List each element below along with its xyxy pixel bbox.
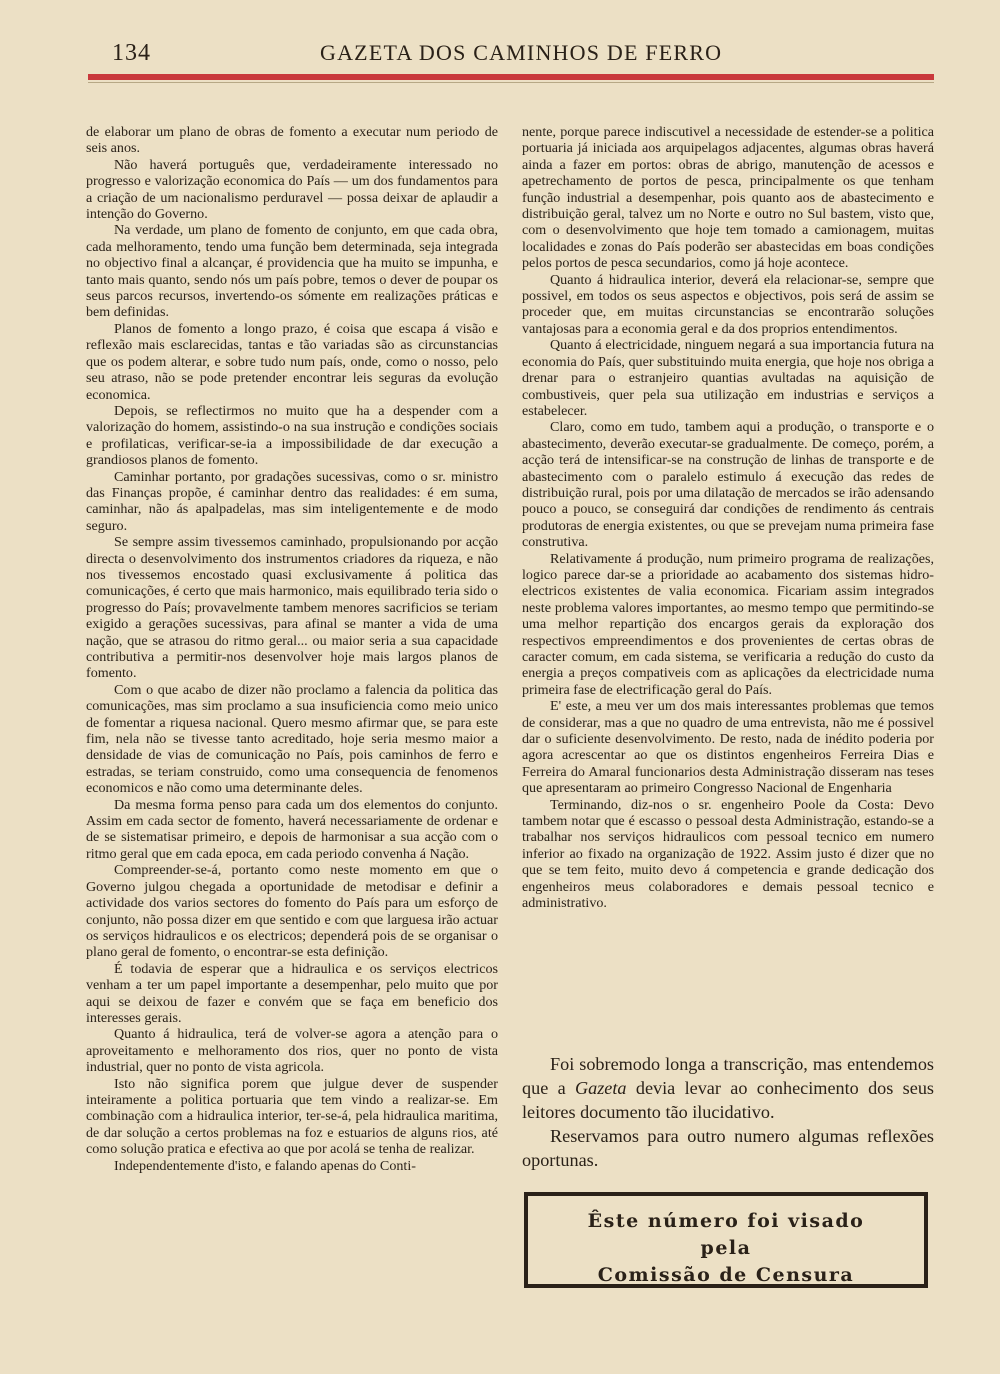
paragraph: Claro, como em tudo, tambem aqui a produção, o transporte e o abastecimento, deverão executar-se gradualmente. De começo, porém, a acção terá de intensificar-se na construção de linhas de transporte e de abastecimento com o paralelo estimulo á execução das redes de distribuição rural, pois por uma dilatação de mercados se irão adensando pouco a pouco, se conseguirá dar condições de rendimento ás centrais produtoras de energia existentes, ou que se prevejam numa primeira fase construtiva. [522, 419, 934, 551]
stamp-line: Êste número foi visado [587, 1210, 865, 1232]
censorship-stamp [524, 1192, 928, 1288]
paragraph: Quanto á hidraulica interior, deverá ela relacionar-se, sempre que possivel, em todos os seus aspectos e objectivos, pois será de assim se proceder que, em muitas circunstancias se encontrarão soluções vantajosas para a economia geral e da dos proprios entendimentos. [522, 271, 934, 337]
paragraph: de elaborar um plano de obras de fomento a executar num periodo de seis anos. [86, 124, 498, 157]
right-column [522, 124, 934, 912]
paragraph: É todavia de esperar que a hidraulica e os serviços electricos venham a ter um papel importante a desempenhar, pelo muito que por aqui se deixou de fazer e convém que se faça em beneficio dos interesses gerais. [86, 960, 498, 1026]
paragraph: Da mesma forma penso para cada um dos elementos do conjunto. Assim em cada sector de fomento, haverá necessariamente de ordenar e de se sistematisar primeiro, e depois de harmonisar a sua acção com o ritmo geral que em cada epoca, em cada periodo convenha á Nação. [86, 796, 498, 862]
paragraph: Se sempre assim tivessemos caminhado, propulsionando por acção directa o desenvolvimento dos instrumentos criadores da riqueza, e não nos tivessemos encostado quasi exclusivamente á politica das comunicações, é certo que mais harmonico, mais equilibrado teria sido o progresso do País; provavelmente tambem menores sacrificios se teriam exigido a gerações sucessivas, para afinal se manter a vida de uma nação, que se atrasou do ritmo geral... ou maior seria a sua capacidade contributiva a permitir-nos desenvolver hoje mais largos planos de fomento. [86, 534, 498, 682]
paragraph: Relativamente á produção, num primeiro programa de realizações, logico parece dar-se a prioridade ao acabamento dos sistemas hidro-electricos existentes de valia economica. Ficariam assim integrados neste problema valores importantes, ao mesmo tempo que permitindo-se uma melhor repartição dos encargos gerais da exploração dos respectivos empreendimentos e dos provenientes de certas obras de caracter comum, em cada sistema, se verificaria a redução do custo da energia a preços compativeis com as aplicações da electricidade numa primeira fase de electrificação geral do País. [522, 550, 934, 698]
left-column [86, 124, 498, 1174]
closing-paragraph: Reservamos para outro numero algumas reflexões oportunas. [522, 1126, 934, 1170]
stamp-line: pela [700, 1237, 752, 1259]
paragraph: nente, porque parece indiscutivel a necessidade de estender-se a politica portuaria já iniciada aos arquipelagos adjacentes, algumas obras haverá ainda a fazer em portos: obras de abrigo, manutenção de acessos e apetrechamento de portos de pesca, principalmente os que tenham função industrial a desempenhar, pois quanto aos de abastecimento e distribuição geral, talvez um no Norte e outro no Sul bastem, visto que, com o desenvolvimento que hoje tem tomado a camionagem, muitas localidades e zonas do País poderão ser abastecidas em boas condições pelos portos de pesca secundarios, como já hoje acontece. [522, 124, 934, 272]
paragraph: Isto não significa porem que julgue dever de suspender inteiramente a politica portuaria que tem vindo a realizar-se. Em combinação com a hidraulica interior, ter-se-á, pela hidraulica maritima, de dar solução a certos problemas na foz e estuarios de alguns rios, até como solução pratica e efectiva ao que por acolá se tenha de realizar. [86, 1075, 498, 1158]
paragraph: Na verdade, um plano de fomento de conjunto, em que cada obra, cada melhoramento, tendo uma função bem determinada, seja integrada no objectivo final a alcançar, é providencia que ha muito se impunha, e tanto mais quanto, sendo nós um país pobre, temos o dever de poupar os seus parcos recursos, invertendo-os sómente em realizações práticas e bem definidas. [86, 222, 498, 321]
closing-text: devia levar ao conhecimento dos seus leitores documento tão ilucidativo. [522, 1078, 934, 1122]
paragraph: Terminando, diz-nos o sr. engenheiro Poole da Costa: Devo tambem notar que é escasso o pessoal desta Administração, estando-se a trabalhar nos serviços hidraulicos com pessoal tecnico em numero inferior ao fixado na organização de 1922. Assim justo é dizer que no que se tem feito, muito devo á competencia e grande dedicação dos engenheiros meus colaboradores e demais pessoal tecnico e administrativo. [522, 796, 934, 912]
stamp-line: Comissão de Censura [597, 1264, 855, 1286]
paragraph: Depois, se reflectirmos no muito que ha a despender com a valorização do homem, assistindo-o na sua instrução e condições sociais e profilaticas, verificar-se-ia a impossibilidade de dar execução a grandiosos planos de fomento. [86, 402, 498, 469]
paragraph: Quanto á hidraulica, terá de volver-se agora a atenção para o aproveitamento e melhoramento dos rios, quer no ponto de vista industrial, quer no ponto de vista agricola. [86, 1026, 498, 1076]
header-divider-thin [88, 82, 934, 83]
paragraph: E' este, a meu ver um dos mais interessantes problemas que temos de considerar, mas a que no quadro de uma entrevista, não me é possivel dar o suficiente desenvolvimento. De resto, nada de inédito poderia por agora acrescentar ao que os distintos engenheiros Ferreira Dias e Ferreira do Amaral funcionarios desta Administração disseram nas teses que apresentaram ao primeiro Congresso Nacional de Engenharia [522, 698, 934, 797]
closing-paragraph [522, 1052, 934, 1124]
paragraph: Planos de fomento a longo prazo, é coisa que escapa á visão e reflexão mais esclarecidas, tantas e tão variadas são as circunstancias que os podem alterar, e sobre tudo num país, onde, como o nosso, pelo seu atraso, não se pode pretender encontrar leis seguras da evolução economica. [86, 320, 498, 403]
page-number: 134 [112, 40, 151, 66]
closing-note [522, 1052, 934, 1172]
paragraph: Caminhar portanto, por gradações sucessivas, como o sr. ministro das Finanças propõe, é caminhar dentro das realidades: é em suma, caminhar, não ás apalpadelas, mas sim inteligentemente e de modo seguro. [86, 468, 498, 534]
paragraph: Não haverá português que, verdadeiramente interessado no progresso e valorização economica do País — um dos fundamentos para a criação de um nacionalismo perduravel — possa deixar de aplaudir a intenção do Governo. [86, 156, 498, 223]
header-divider [88, 74, 934, 80]
closing-text: Foi sobremodo longa a transcrição, mas entendemos que a [522, 1054, 934, 1098]
paragraph: Com o que acabo de dizer não proclamo a falencia da politica das comunicações, mas sim proclamo a sua insuficiencia como meio unico de fomentar a riquesa nacional. Quero mesmo afirmar que, se para este fim, nela não se tivesse tanto acreditado, hoje seria mesmo maior a densidade de vias de comunicação no País, pois caminhos de ferro e estradas, se teriam construido, como uma consequencia de fenomenos economicos e não como uma determinante deles. [86, 681, 498, 797]
paragraph: Independentemente d'isto, e falando apenas do Conti- [114, 1157, 416, 1174]
paragraph: Quanto á electricidade, ninguem negará a sua importancia futura na economia do País, quer substituindo muita energia, que hoje nos obriga a drenar para o estranjeiro quantias avultadas na aquisição de combustiveis, quer pela sua utilização em industrias e serviços a estabelecer. [522, 337, 934, 419]
paragraph: Compreender-se-á, portanto como neste momento em que o Governo julgou chegada a oportunidade de metodisar e definir a actividade dos varios sectores do fomento do País para um esforço de conjunto, não possa dizer em que sentido e com que larguesa irão actuar os serviços hidraulicos e os electricos; dependerá pois de se organisar o plano geral de fomento, o encontrar-se esta definição. [86, 862, 498, 961]
page-title: GAZETA DOS CAMINHOS DE FERRO [320, 40, 723, 65]
publication-name: Gazeta [575, 1078, 627, 1098]
